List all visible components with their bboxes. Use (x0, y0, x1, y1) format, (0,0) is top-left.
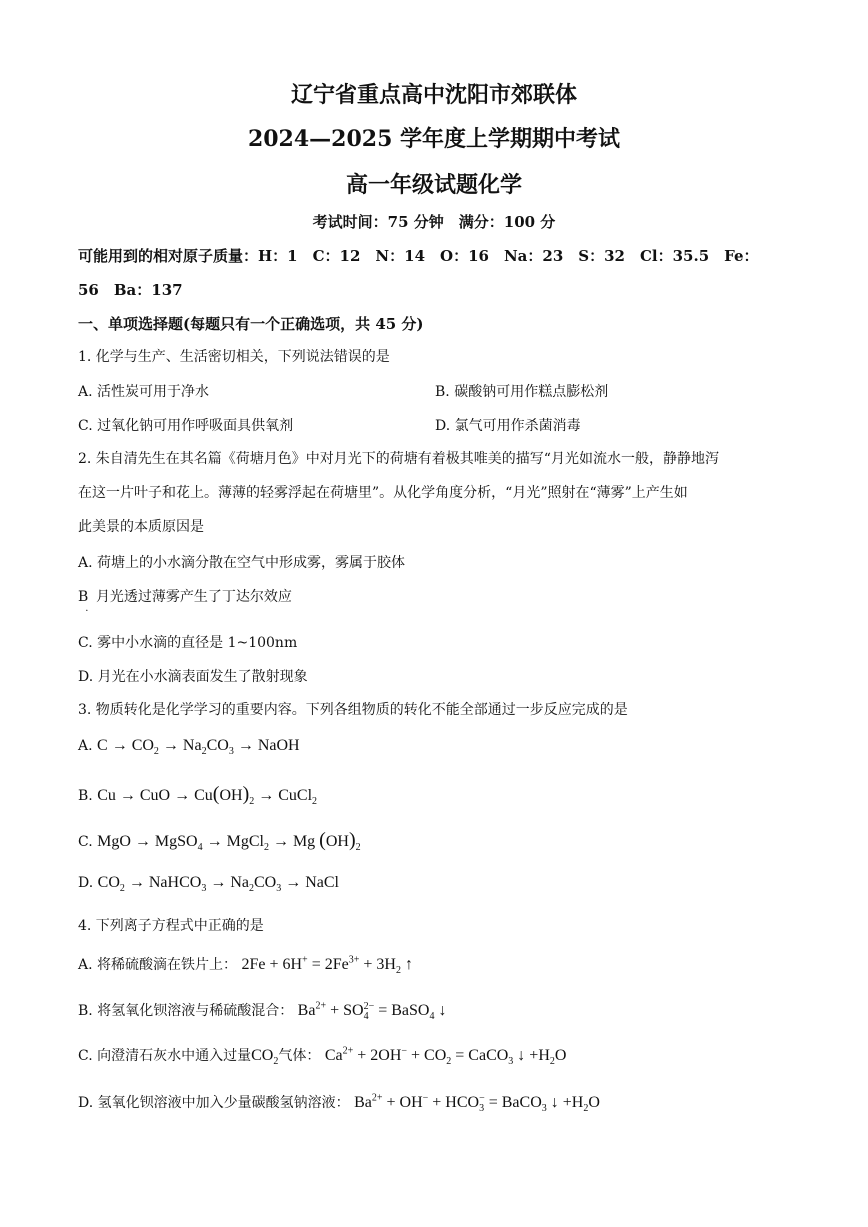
q3-option-c-formula: MgO → MgSO$_4$ → MgCl$_2$ → Mg $(OH)_2$ (97, 829, 361, 854)
title-subject: 高一年级试题化学 (345, 172, 522, 198)
q3-option-d: D. $CO_2$ → NaHCO$_3$ → $Na_2CO_3$ → NaCl (78, 874, 339, 895)
q2-stem-line3: 此美景的本质原因是 (78, 519, 204, 535)
atomic-mass-line2: 56 Ba：137 (78, 281, 183, 299)
q3-option-c: C. MgO → MgSO$_4$ → MgCl$_2$ → Mg $(OH)_2$ (78, 829, 361, 854)
q2-option-b: $B_.$ 月光透过薄雾产生了丁达尔效应 (78, 589, 292, 614)
q3-option-a: A. $C \to CO_2 \to Na_2CO_3$ → NaOH (78, 737, 300, 758)
q4-option-c-formula: $Ca^{2+} + 2OH^- + CO_2$ = CaCO$_3$ ↓ $+H_2O$ (324, 1045, 567, 1068)
q2-option-d: D. 月光在小水滴表面发生了散射现象 (78, 669, 308, 685)
q4-option-a-formula: $2Fe + 6H^+ = 2Fe^{3+} + 3H_2$ ↑ (241, 954, 413, 977)
q2-stem-line1: 2. 朱自清先生在其名篇《荷塘月色》中对月光下的荷塘有着极其唯美的描写“月光如流水一般，静静地泻 (78, 451, 719, 467)
title-term: 2024—2025 学年度上学期期中考试 (247, 126, 621, 152)
q4-option-b-formula: $Ba^{2+} + SO_4^{2-}$ = BaSO$_4$ ↓ (297, 1000, 447, 1023)
q1-option-c: C. 过氧化钠可用作呼吸面具供氧剂 (78, 418, 294, 434)
q2-option-a: A. 荷塘上的小水滴分散在空气中形成雾，雾属于胶体 (78, 555, 406, 571)
q4-option-a: A. 将稀硫酸滴在铁片上： $2Fe + 6H^+ = 2Fe^{3+} + 3H_2$ ↑ (78, 954, 413, 977)
q3-stem: 3. 物质转化是化学学习的重要内容。下列各组物质的转化不能全部通过一步反应完成的是 (78, 702, 628, 718)
q3-option-b-formula: Cu → CuO → $Cu(OH)_2$ → CuCl$_2$ (97, 783, 318, 808)
q1-option-d: D. 氯气可用作杀菌消毒 (435, 418, 581, 434)
q2-option-b-label: B (78, 589, 89, 605)
q4-option-c: C. 向澄清石灰水中通入过量$CO_2$气体： $Ca^{2+} + 2OH^- + CO_2$ = CaCO$_3$ ↓ $+H_2O$ (78, 1045, 567, 1068)
q1-option-a: A. 活性炭可用于净水 (78, 384, 210, 400)
q4-option-d: D. 氢氧化钡溶液中加入少量碳酸氢钠溶液： $Ba^{2+} + OH^- + HCO_3^-$ = BaCO$_3$ ↓ $+H_2O$ (78, 1092, 600, 1115)
q2-option-c: C. 雾中小水滴的直径是 1~100nm (78, 635, 298, 651)
q1-option-b: B. 碳酸钠可用作糕点膨松剂 (435, 384, 609, 400)
q2-option-b-text: 月光透过薄雾产生了丁达尔效应 (95, 589, 292, 605)
atomic-mass-line1: 可能用到的相对原子质量：H：1 C：12 N：14 O：16 Na：23 S：32 Cl：35.5 Fe： (78, 247, 759, 265)
q4-stem: 4. 下列离子方程式中正确的是 (78, 918, 264, 934)
q2-stem-line2: 在这一片叶子和花上。薄薄的轻雾浮起在荷塘里”。从化学角度分析，“月光”照射在“薄雾”上产生如 (78, 485, 688, 501)
section-heading: 一、单项选择题(每题只有一个正确选项，共 45 分) (78, 315, 424, 333)
q4-option-d-formula: $Ba^{2+} + OH^- + HCO_3^-$ = BaCO$_3$ ↓ $+H_2O$ (354, 1092, 600, 1115)
q1-stem: 1. 化学与生产、生活密切相关，下列说法错误的是 (78, 349, 390, 365)
q4-option-b: B. 将氢氧化钡溶液与稀硫酸混合： $Ba^{2+} + SO_4^{2-}$ = BaSO$_4$ ↓ (78, 1000, 447, 1023)
q3-option-d-formula: $CO_2$ → NaHCO$_3$ → $Na_2CO_3$ → NaCl (97, 874, 339, 895)
q3-option-a-formula: $C \to CO_2 \to Na_2CO_3$ → NaOH (97, 737, 300, 758)
q3-option-b: B. Cu → CuO → $Cu(OH)_2$ → CuCl$_2$ (78, 783, 318, 808)
title-school: 辽宁省重点高中沈阳市郊联体 (290, 82, 577, 108)
exam-info: 考试时间：75 分钟 满分：100 分 (312, 213, 556, 231)
